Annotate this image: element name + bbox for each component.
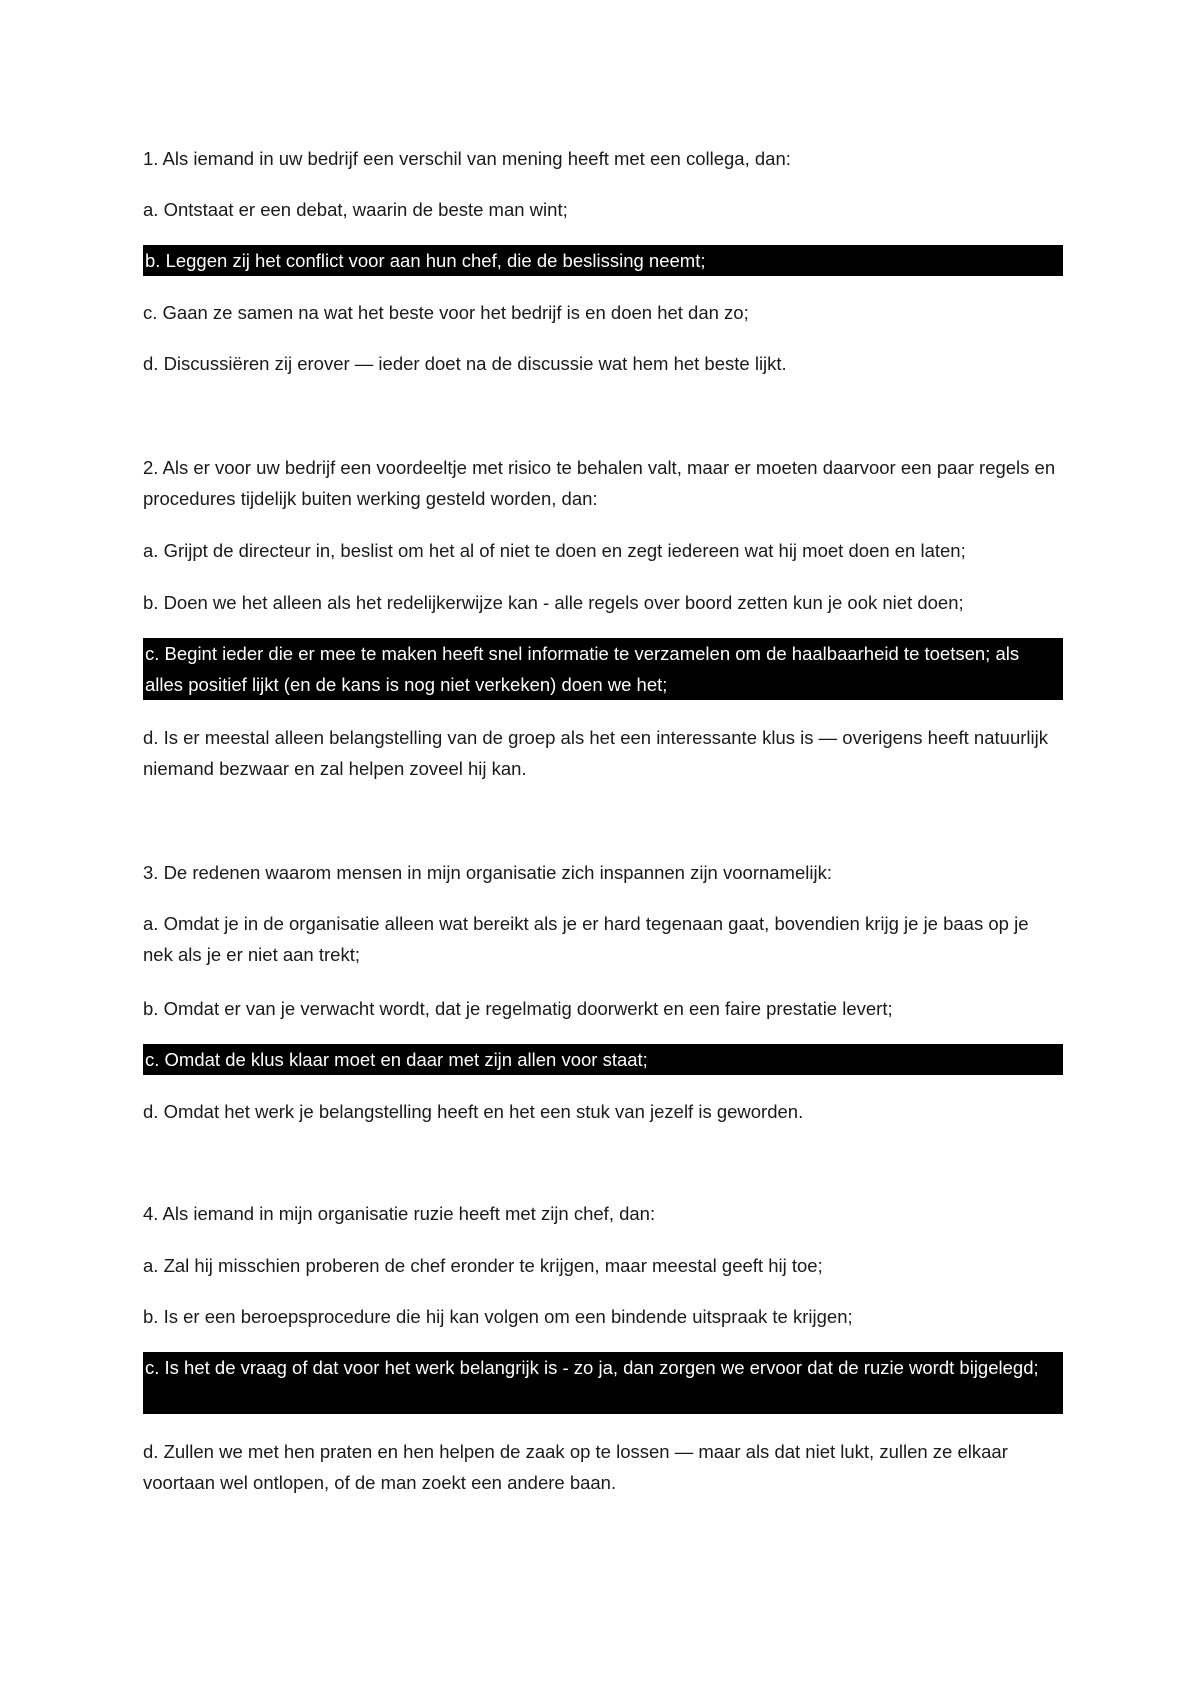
question-2-option-b: b. Doen we het alleen als het redelijkerwijze kan - alle regels over boord zetten kun je ook niet doen;	[143, 592, 964, 613]
question-3-option-c-highlighted: c. Omdat de klus klaar moet en daar met zijn allen voor staat;	[143, 1044, 1063, 1075]
question-4-option-d: d. Zullen we met hen praten en hen helpen de zaak op te lossen — maar als dat niet lukt, zullen ze elkaar voortaan wel ontlopen, of de man zoekt een andere baan.	[143, 1441, 1008, 1493]
question-4-option-b: b. Is er een beroepsprocedure die hij kan volgen om een bindende uitspraak te krijgen;	[143, 1306, 853, 1327]
question-4-option-c-highlighted: c. Is het de vraag of dat voor het werk belangrijk is - zo ja, dan zorgen we ervoor dat de ruzie wordt bijgelegd;	[143, 1352, 1063, 1414]
question-4-option-a: a. Zal hij misschien proberen de chef eronder te krijgen, maar meestal geeft hij toe;	[143, 1255, 823, 1276]
question-3-option-d: d. Omdat het werk je belangstelling heeft en het een stuk van jezelf is geworden.	[143, 1101, 804, 1122]
question-4-text: 4. Als iemand in mijn organisatie ruzie heeft met zijn chef, dan:	[143, 1203, 656, 1224]
question-2-option-c-highlighted: c. Begint ieder die er mee te maken heeft snel informatie te verzamelen om de haalbaarheid te toetsen; als alles positief lijkt (en de kans is nog niet verkeken) doen we het;	[143, 638, 1063, 700]
question-1-option-b-highlighted: b. Leggen zij het conflict voor aan hun chef, die de beslissing neemt;	[143, 245, 1063, 276]
question-2-text: 2. Als er voor uw bedrijf een voordeeltje met risico te behalen valt, maar er moeten daarvoor een paar regels en procedures tijdelijk buiten werking gesteld worden, dan:	[143, 457, 1056, 509]
question-1-option-d: d. Discussiëren zij erover — ieder doet na de discussie wat hem het beste lijkt.	[143, 353, 787, 374]
question-1-option-c: c. Gaan ze samen na wat het beste voor het bedrijf is en doen het dan zo;	[143, 302, 749, 323]
question-3-option-a: a. Omdat je in de organisatie alleen wat bereikt als je er hard tegenaan gaat, bovendien krijg je je baas op je nek als je er niet aan trekt;	[143, 913, 1029, 965]
question-3-option-b: b. Omdat er van je verwacht wordt, dat je regelmatig doorwerkt en een faire prestatie levert;	[143, 998, 893, 1019]
question-2-option-d: d. Is er meestal alleen belangstelling van de groep als het een interessante klus is — overigens heeft natuurlijk niemand bezwaar en zal helpen zoveel hij kan.	[143, 727, 1048, 779]
question-1-option-a: a. Ontstaat er een debat, waarin de beste man wint;	[143, 199, 568, 220]
question-2-option-a: a. Grijpt de directeur in, beslist om het al of niet te doen en zegt iedereen wat hij moet doen en laten;	[143, 540, 966, 561]
question-3-text: 3. De redenen waarom mensen in mijn organisatie zich inspannen zijn voornamelijk:	[143, 862, 832, 883]
question-1-text: 1. Als iemand in uw bedrijf een verschil van mening heeft met een collega, dan:	[143, 148, 791, 169]
